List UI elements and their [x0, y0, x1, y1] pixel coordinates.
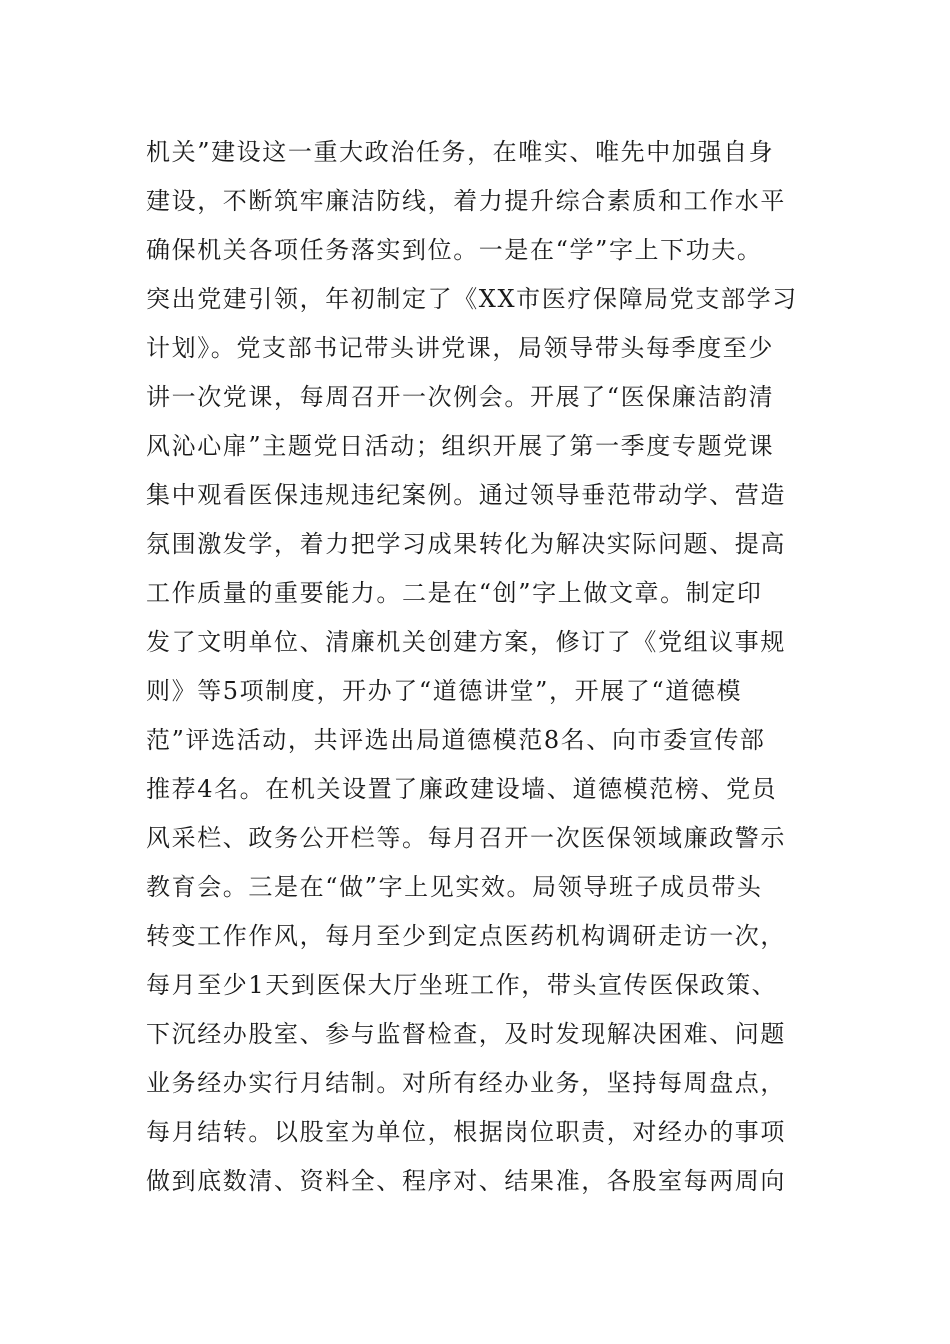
text-line: 风沁心扉”主题党日活动；组织开展了第一季度专题党课 — [146, 432, 775, 460]
text-line: 转变工作作风，每月至少到定点医药机构调研走访一次， — [146, 922, 786, 950]
text-line: 确保机关各项任务落实到位。一是在“学”字上下功夫。 — [146, 236, 763, 264]
text-line: 范”评选活动，共评选出局道德模范8名、向市委宣传部 — [146, 726, 766, 754]
text-line: 业务经办实行月结制。对所有经办业务，坚持每周盘点， — [146, 1069, 786, 1097]
text-line: 每月结转。以股室为单位，根据岗位职责，对经办的事项 — [146, 1118, 786, 1146]
text-line: 推荐4名。在机关设置了廉政建设墙、道德模范榜、党员 — [146, 775, 778, 803]
text-line: 则》等5项制度，开办了“道德讲堂”，开展了“道德模 — [146, 677, 743, 705]
text-line: 工作质量的重要能力。二是在“创”字上做文章。制定印 — [146, 579, 763, 607]
text-line: 发了文明单位、清廉机关创建方案，修订了《党组议事规 — [146, 628, 786, 656]
text-line: 集中观看医保违规违纪案例。通过领导垂范带动学、营造 — [146, 481, 786, 509]
text-line: 讲一次党课，每周召开一次例会。开展了“医保廉洁韵清 — [146, 383, 775, 411]
text-line: 风采栏、政务公开栏等。每月召开一次医保领域廉政警示 — [146, 824, 786, 852]
text-line: 做到底数清、资料全、程序对、结果准，各股室每两周向 — [146, 1167, 786, 1195]
text-line: 突出党建引领，年初制定了《XX市医疗保障局党支部学习 — [146, 285, 798, 313]
body-text — [146, 128, 816, 1206]
text-line: 每月至少1天到医保大厅坐班工作，带头宣传医保政策、 — [146, 971, 778, 999]
text-line: 下沉经办股室、参与监督检查，及时发现解决困难、问题 — [146, 1020, 786, 1048]
text-line: 建设，不断筑牢廉洁防线，着力提升综合素质和工作水平 — [146, 187, 786, 215]
text-line: 氛围激发学，着力把学习成果转化为解决实际问题、提高 — [146, 530, 786, 558]
text-line: 机关”建设这一重大政治任务，在唯实、唯先中加强自身 — [146, 138, 775, 166]
text-line: 计划》。党支部书记带头讲党课，局领导带头每季度至少 — [146, 334, 774, 362]
text-line: 教育会。三是在“做”字上见实效。局领导班子成员带头 — [146, 873, 763, 901]
